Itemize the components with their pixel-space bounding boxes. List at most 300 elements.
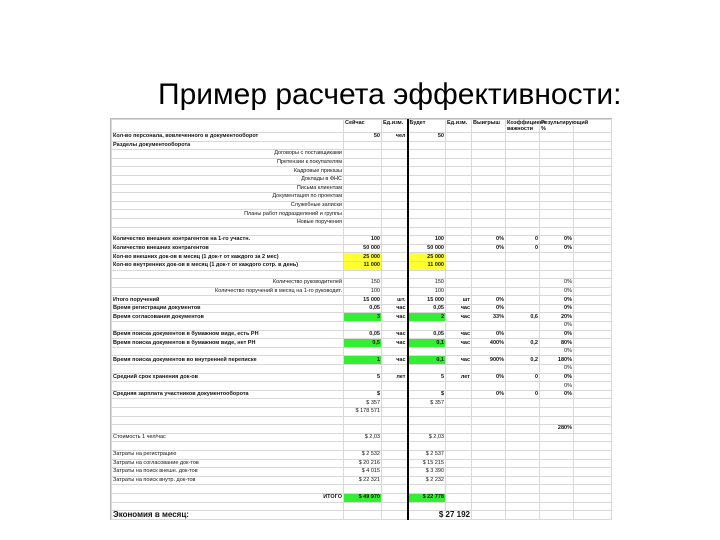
cell-future [408,322,446,331]
cell-unit1 [382,425,408,434]
cell-gain [472,433,506,442]
cell-result: 0% [540,330,574,339]
cell-now [344,322,382,331]
cell-unit1 [382,261,408,270]
cell-coef [506,330,540,339]
cell-gain [472,141,506,150]
cell-future [408,442,446,451]
cell-empty [574,227,612,236]
cell-result: 0% [540,373,574,382]
cell-unit1 [382,382,408,391]
cell-gain [472,253,506,262]
cell-label: Время поиска документов во внутренней переписке [112,356,344,365]
cell-empty [574,502,612,511]
cell-label [112,485,344,494]
cell-label: Затраты на поиск внутр. док-тов [112,476,344,485]
cell-unit2 [446,493,472,502]
cell-now: 5 [344,373,382,382]
cell-unit2 [446,416,472,425]
cell-unit1 [382,279,408,288]
cell-future: 0,1 [408,356,446,365]
cell-empty [574,485,612,494]
cell-empty [540,511,574,520]
cell-coef [506,408,540,417]
header-now: Сейчас [344,120,382,133]
cell-coef [506,459,540,468]
table-row [112,287,612,296]
cell-empty [574,390,612,399]
table-row [112,330,612,339]
table-row [112,296,612,305]
table-row [112,433,612,442]
cell-label [112,502,344,511]
cell-unit1 [382,502,408,511]
cell-future: $ 3 390 [408,468,446,477]
cell-label: Количество поручений в месяц на 1-го руководит. [112,287,344,296]
cell-result: 0% [540,244,574,253]
cell-gain [472,184,506,193]
cell-gain [472,476,506,485]
cell-empty [574,158,612,167]
cell-gain [472,201,506,210]
spreadsheet-image [110,118,612,520]
header-unit2: Ед.изм. [446,120,472,133]
cell-gain [472,425,506,434]
cell-result [540,408,574,417]
table-row [112,459,612,468]
cell-coef [506,158,540,167]
cell-coef [506,167,540,176]
cell-future [408,502,446,511]
cell-coef: 0 [506,390,540,399]
table-row [112,322,612,331]
cell-result [540,433,574,442]
cell-unit2 [446,175,472,184]
cell-empty [574,339,612,348]
slide-title: Пример расчета эффективности: [158,78,622,111]
cell-coef [506,493,540,502]
table-row [112,468,612,477]
cell-empty [574,322,612,331]
cell-gain [472,279,506,288]
cell-future: $ 22 778 [408,493,446,502]
cell-coef [506,399,540,408]
cell-label: Затраты на согласование док-тов [112,459,344,468]
cell-future [408,270,446,279]
cell-empty [574,167,612,176]
cell-gain [472,485,506,494]
cell-gain [472,493,506,502]
cell-unit1 [382,365,408,374]
cell-result: 180% [540,356,574,365]
cell-unit1: чел [382,133,408,142]
cell-now: 0,05 [344,330,382,339]
cell-unit1: шт. [382,296,408,305]
cell-result [540,468,574,477]
table-row [112,218,612,227]
cell-future [408,201,446,210]
cell-coef [506,347,540,356]
header-label [112,120,344,133]
cell-unit2 [446,253,472,262]
cell-unit1 [382,390,408,399]
cell-now [344,227,382,236]
cell-future [408,408,446,417]
cell-coef [506,141,540,150]
cell-label [112,227,344,236]
cell-future: 50 [408,133,446,142]
cell-result [540,184,574,193]
cell-unit2 [446,193,472,202]
cell-unit1 [382,433,408,442]
cell-result [540,167,574,176]
cell-unit2 [446,218,472,227]
cell-label [112,442,344,451]
cell-coef [506,365,540,374]
cell-now: 50 [344,133,382,142]
cell-result: 0% [540,279,574,288]
cell-future: 50 000 [408,244,446,253]
cell-gain [472,270,506,279]
cell-unit1: час [382,356,408,365]
table-row [112,382,612,391]
cell-empty [574,425,612,434]
cell-empty [574,382,612,391]
cell-now: $ 22 321 [344,476,382,485]
cell-coef: 0 [506,373,540,382]
cell-coef [506,296,540,305]
cell-unit1 [382,408,408,417]
cell-coef [506,210,540,219]
cell-future [408,416,446,425]
table-row [112,476,612,485]
cell-future [408,485,446,494]
cell-future: 100 [408,236,446,245]
cell-result: 0% [540,365,574,374]
cell-empty [574,150,612,159]
table-row [112,158,612,167]
cell-unit1 [382,227,408,236]
header-row [112,120,612,133]
cell-future [408,218,446,227]
cell-empty [472,511,506,520]
cell-unit1: лет [382,373,408,382]
cell-result: 0% [540,287,574,296]
table-row [112,390,612,399]
cell-unit2: час [446,304,472,313]
cell-now [344,270,382,279]
cell-result [540,175,574,184]
cell-now [344,382,382,391]
cell-result [540,476,574,485]
cell-label: Новые поручения [112,218,344,227]
header-result: Результирующий % [541,120,589,132]
cell-unit1: час [382,304,408,313]
cell-label: Количество внешних контрагентов [112,244,344,253]
cell-empty [574,184,612,193]
cell-empty [574,304,612,313]
cell-coef: 0 [506,236,540,245]
cell-unit1 [382,287,408,296]
cell-unit2 [446,244,472,253]
cell-unit1: час [382,313,408,322]
cell-unit1 [382,150,408,159]
cell-unit2 [446,184,472,193]
cell-empty [574,399,612,408]
cell-empty [574,347,612,356]
cell-result [540,193,574,202]
cell-future [408,175,446,184]
table-row [112,408,612,417]
cell-unit2 [446,450,472,459]
cell-empty [574,287,612,296]
table-row [112,493,612,502]
cell-unit1 [382,184,408,193]
cell-future: 0,05 [408,304,446,313]
cell-unit2: шт [446,296,472,305]
cell-unit2 [446,167,472,176]
cell-now: $ 357 [344,399,382,408]
cell-empty [574,193,612,202]
cell-future [408,382,446,391]
cell-result: 0% [540,236,574,245]
table-row [112,373,612,382]
cell-label: Количество руководителей [112,279,344,288]
table-row [112,450,612,459]
cell-unit2: час [446,356,472,365]
table-row [112,416,612,425]
header-coef: Коэффициент важности [507,120,546,132]
cell-gain [472,158,506,167]
cell-result [540,261,574,270]
cell-gain [472,442,506,451]
cell-label: Доклады в ФНС [112,175,344,184]
cell-unit1 [382,416,408,425]
cell-label [112,347,344,356]
cell-unit1 [382,218,408,227]
cell-now: 100 [344,236,382,245]
cell-future: $ 2 537 [408,450,446,459]
cell-result: 0% [540,390,574,399]
cell-unit1: час [382,330,408,339]
cell-label: Кол-во внутренних док-ов в месяц (1 док-т от каждого сотр. в день) [112,261,344,270]
cell-coef [506,261,540,270]
cell-now: 50 000 [344,244,382,253]
cell-future [408,193,446,202]
cell-future: 0,05 [408,330,446,339]
cell-gain: 900% [472,356,506,365]
cell-label: Кадровые приказы [112,167,344,176]
table-row [112,210,612,219]
cell-gain [472,459,506,468]
cell-now [344,141,382,150]
cell-result [540,227,574,236]
cell-result [540,218,574,227]
cell-future [408,210,446,219]
cell-result [540,253,574,262]
cell-empty [574,356,612,365]
cell-gain: 0% [472,390,506,399]
cell-unit2 [446,210,472,219]
cell-coef: 0,2 [506,356,540,365]
cell-future: $ [408,390,446,399]
cell-unit1 [382,175,408,184]
cell-label: ИТОГО [112,493,344,502]
cell-future [408,425,446,434]
cell-gain [472,261,506,270]
table-row [112,339,612,348]
cell-unit2 [446,382,472,391]
cell-future [408,227,446,236]
cell-coef [506,150,540,159]
cell-coef [506,442,540,451]
cell-gain [472,468,506,477]
cell-gain [472,218,506,227]
cell-label: Разделы документооборота [112,141,344,150]
cell-now [344,218,382,227]
cell-coef [506,502,540,511]
cell-future [408,347,446,356]
cell-result [540,201,574,210]
cell-unit2 [446,442,472,451]
table-row [112,236,612,245]
cell-gain [472,416,506,425]
cell-label [112,365,344,374]
cell-empty [574,313,612,322]
cell-future: $ 15 215 [408,459,446,468]
cell-future: 5 [408,373,446,382]
cell-label [112,382,344,391]
cell-label [112,416,344,425]
cell-future: 15 000 [408,296,446,305]
cell-coef [506,304,540,313]
cell-label [112,322,344,331]
cell-now: $ 20 216 [344,459,382,468]
cell-coef [506,450,540,459]
cell-unit2: час [446,339,472,348]
cell-empty [574,270,612,279]
cell-unit1 [382,347,408,356]
cell-unit1 [382,193,408,202]
cell-label [112,270,344,279]
table-row [112,167,612,176]
header-future: Будет [408,120,446,133]
cell-now: 3 [344,313,382,322]
cell-future: 11 000 [408,261,446,270]
cell-future: 150 [408,279,446,288]
cell-unit2 [446,399,472,408]
cell-now: 11 000 [344,261,382,270]
cell-now: $ 49 970 [344,493,382,502]
table-row [112,502,612,511]
cell-unit1 [382,485,408,494]
cell-unit1 [382,201,408,210]
cell-coef [506,133,540,142]
cell-empty [574,408,612,417]
cell-gain: 0% [472,236,506,245]
cell-coef [506,175,540,184]
cell-empty [574,218,612,227]
cell-gain [472,365,506,374]
cell-future: $ 2 232 [408,476,446,485]
cell-unit2 [446,365,472,374]
table-row [112,184,612,193]
cell-future [408,365,446,374]
cell-gain [472,287,506,296]
cell-coef [506,227,540,236]
cell-future [408,184,446,193]
cell-now: $ 178 571 [344,408,382,417]
cell-result: 20% [540,313,574,322]
table-row [112,261,612,270]
table-row [112,201,612,210]
cell-now [344,502,382,511]
cell-future: $ 357 [408,399,446,408]
cell-now [344,442,382,451]
cell-unit2 [446,425,472,434]
cell-empty [574,459,612,468]
cell-now [344,150,382,159]
cell-now [344,184,382,193]
cell-future: 100 [408,287,446,296]
cell-gain [472,408,506,417]
cell-empty [574,433,612,442]
cell-coef [506,201,540,210]
cell-result: 0% [540,322,574,331]
cell-gain [472,210,506,219]
cell-coef [506,425,540,434]
cell-label: Планы работ подразделений и группы [112,210,344,219]
cell-empty [574,253,612,262]
cell-unit2 [446,133,472,142]
cell-unit2: лет [446,373,472,382]
cell-unit1 [382,442,408,451]
cell-coef [506,270,540,279]
cell-label: Время поиска документов в бумажном виде, есть РН [112,330,344,339]
economy-value: $ 27 192 [408,511,472,520]
cell-gain: 33% [472,313,506,322]
cell-gain: 0% [472,244,506,253]
cell-unit1 [382,399,408,408]
cell-unit2 [446,227,472,236]
cell-coef [506,279,540,288]
cell-unit1 [382,493,408,502]
cell-unit1 [382,236,408,245]
table-row [112,365,612,374]
cell-result [540,459,574,468]
cell-empty [574,365,612,374]
cell-result [540,158,574,167]
cell-unit2 [446,261,472,270]
cell-unit2 [446,485,472,494]
cell-future [408,141,446,150]
cell-label: Письма клиентам [112,184,344,193]
cell-empty [574,416,612,425]
cell-label: Средний срок хранения док-ов [112,373,344,382]
cell-label: Служебные записки [112,201,344,210]
cell-empty [574,476,612,485]
cell-now [344,210,382,219]
cell-coef [506,416,540,425]
cell-label: Претензии к покупателям [112,158,344,167]
cell-label: Время регистрации документов [112,304,344,313]
cell-gain [472,450,506,459]
cell-unit2 [446,347,472,356]
cell-now [344,347,382,356]
cell-unit1 [382,210,408,219]
table-row [112,425,612,434]
table-row [112,279,612,288]
